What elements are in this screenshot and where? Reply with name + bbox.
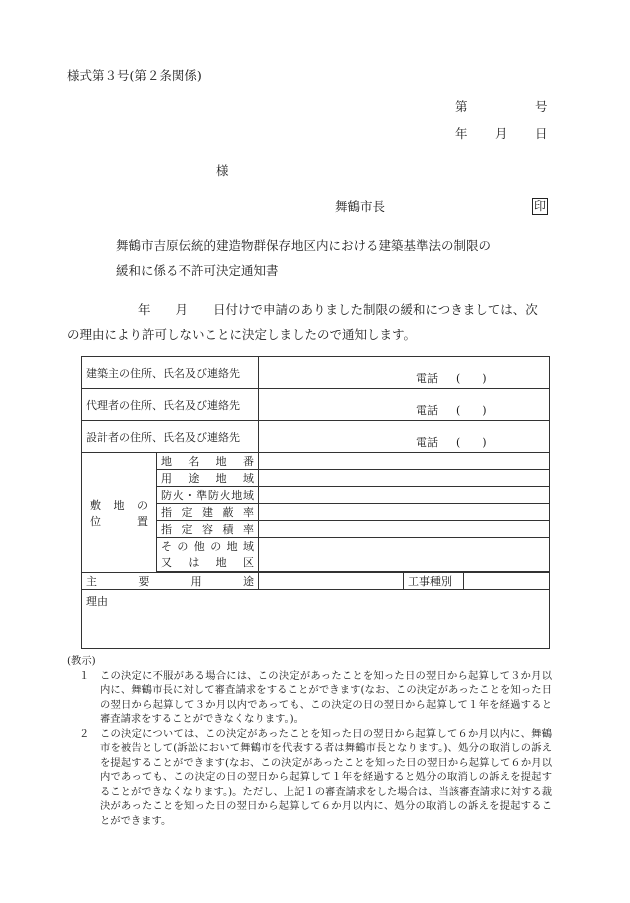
note-text: この決定に不服がある場合には、この決定があったことを知った日の翌日から起算して３か月以内に、舞鶴市長に対して審査請求をすることができます(なお、この決定があったことを知った日の翌日から起算して３か月以内であっても、この決定の日の翌日から起算して１年を経過すると審査請求をすることができなくなります。)。 — [100, 669, 552, 725]
phone-label: 電話 — [416, 435, 438, 449]
phone-label: 電話 — [416, 403, 438, 417]
site-item-coverage-ratio: 指定建蔽率 — [157, 504, 259, 521]
doc-number-prefix: 第 — [455, 99, 468, 114]
note-text: この決定については、この決定があったことを知った日の翌日から起算して６か月以内に、舞鶴市を被告として(訴訟において舞鶴市を代表する者は舞鶴市長となります。)、処分の取消しの訴えを提起することができます(なお、この決定があったことを知った日の翌日から起算して６か月以内であっても、この決定の日の翌日から起算して１年を経過すると処分の取消しの訴えを提起することができなくなります。)。ただし、上記１の審査請求をした場合は、当該審査請求に対する裁決があったことを知った日の翌日から起算して６か月以内に、処分の取消しの訴えを提起することができます。 — [100, 727, 552, 827]
table-row — [82, 453, 550, 470]
owner-value-cell — [259, 357, 550, 389]
table-row — [82, 421, 550, 453]
work-type-label: 工事種別 — [404, 573, 464, 590]
reason-label: 理由 — [86, 595, 108, 608]
table-row — [82, 357, 550, 389]
doc-number-suffix: 号 — [535, 99, 548, 114]
document-title-line2: 緩和に係る不許可決定通知書 — [116, 263, 279, 278]
site-label-line2: 位置 — [90, 514, 148, 528]
addressee-suffix: 様 — [216, 163, 229, 178]
designer-value-cell — [259, 421, 550, 453]
agent-value-cell — [259, 389, 550, 421]
main-use-label: 主要用途 — [82, 573, 259, 590]
site-item-floor-area-ratio: 指定容積率 — [157, 521, 259, 538]
date-year: 年 — [455, 126, 468, 141]
phone-label: 電話 — [416, 371, 438, 385]
site-other-line2: 又は地区 — [161, 555, 254, 569]
site-location-label — [82, 453, 157, 573]
table-row — [82, 573, 550, 590]
form-number: 様式第３号(第２条関係) — [67, 68, 202, 83]
site-item-lot: 地名地番 — [157, 453, 259, 470]
note-item — [78, 727, 552, 829]
site-item-other — [157, 538, 259, 572]
site-label-line1: 敷地の — [90, 498, 148, 512]
date-month: 月 — [495, 126, 508, 141]
document-title-line1: 舞鶴市吉原伝統的建造物群保存地区内における建築基準法の制限の — [116, 238, 492, 253]
application-info-table — [81, 356, 550, 649]
phone-paren: ( ) — [456, 435, 487, 449]
body-line1: 年 月 日付けで申請のありました制限の緩和につきましては、次 — [138, 302, 538, 317]
site-item-zoning: 用途地域 — [157, 470, 259, 487]
site-other-line1: その他の地域 — [161, 539, 254, 553]
table-row — [82, 590, 550, 649]
phone-paren: ( ) — [456, 403, 487, 417]
instruction-notes — [67, 654, 552, 828]
table-row — [82, 389, 550, 421]
note-item — [78, 669, 552, 727]
body-line2: の理由により許可しないことに決定しましたので通知します。 — [67, 327, 417, 342]
owner-label: 建築主の住所、氏名及び連絡先 — [82, 357, 259, 389]
phone-paren: ( ) — [456, 371, 487, 385]
notes-heading: (教示) — [67, 655, 96, 667]
note-number: ２ — [79, 727, 90, 740]
issuer-name: 舞鶴市長 — [335, 199, 386, 214]
note-number: １ — [79, 669, 90, 682]
site-item-fire-zone: 防火・準防火地域 — [157, 487, 259, 504]
designer-label: 設計者の住所、氏名及び連絡先 — [82, 421, 259, 453]
reason-cell — [82, 590, 550, 649]
agent-label: 代理者の住所、氏名及び連絡先 — [82, 389, 259, 421]
date-day: 日 — [535, 126, 548, 141]
seal-mark: 印 — [533, 199, 546, 213]
